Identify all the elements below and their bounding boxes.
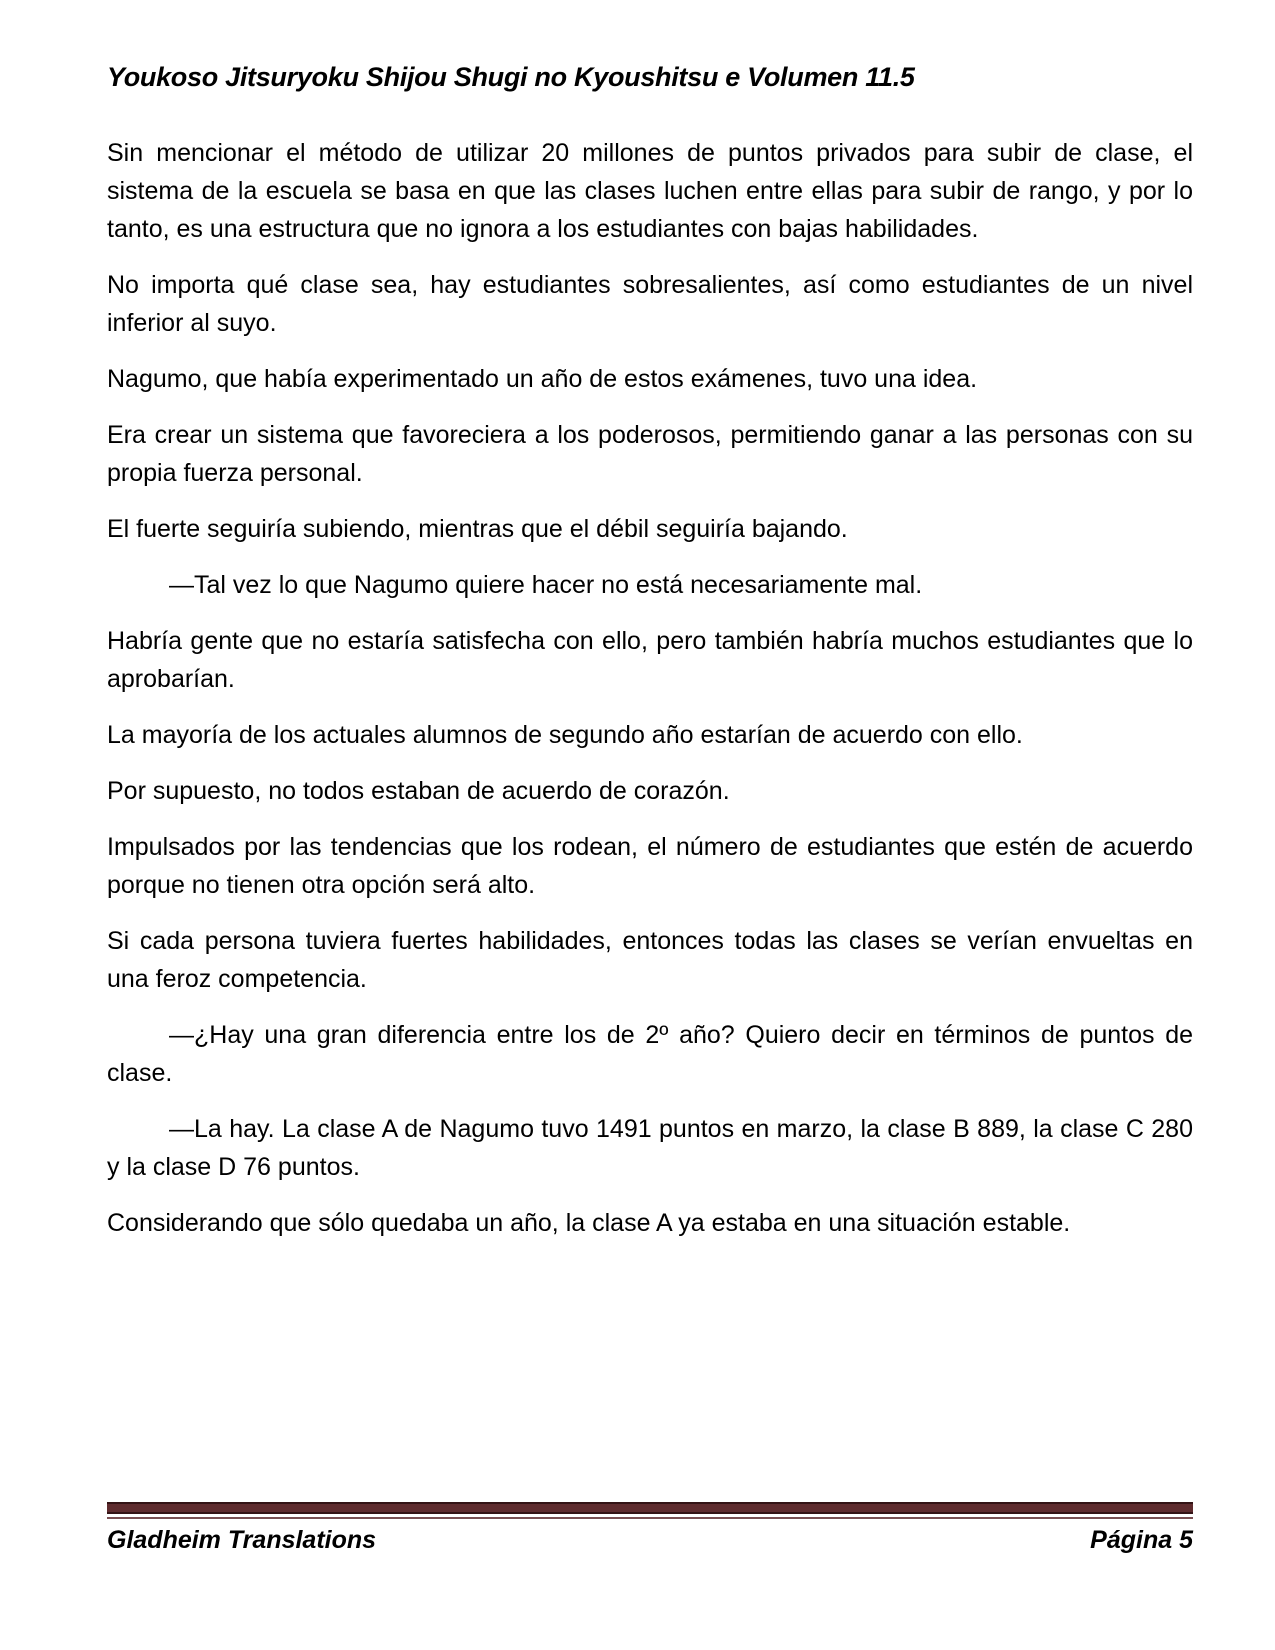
dialogue-paragraph: —¿Hay una gran diferencia entre los de 2º año? Quiero decir en términos de puntos de clase. bbox=[107, 1021, 1193, 1087]
dialogue-paragraph: —La hay. La clase A de Nagumo tuvo 1491 puntos en marzo, la clase B 889, la clase C 280 y la clase D 76 puntos. bbox=[107, 1115, 1193, 1181]
footer-translator-credit: Gladheim Translations bbox=[107, 1526, 377, 1554]
running-header-title: Youkoso Jitsuryoku Shijou Shugi no Kyoushitsu e Volumen 11.5 bbox=[107, 62, 915, 92]
footer-text-row bbox=[107, 1526, 1193, 1555]
footer-rule bbox=[107, 1502, 1193, 1519]
paragraph: Si cada persona tuviera fuertes habilidades, entonces todas las clases se verían envueltas en una feroz competencia. bbox=[107, 927, 1193, 993]
dialogue-paragraph: —Tal vez lo que Nagumo quiere hacer no está necesariamente mal. bbox=[169, 571, 923, 599]
paragraph: Nagumo, que había experimentado un año de estos exámenes, tuvo una idea. bbox=[107, 365, 978, 393]
paragraph: Impulsados por las tendencias que los rodean, el número de estudiantes que estén de acuerdo porque no tienen otra opción será alto. bbox=[107, 833, 1193, 899]
footer-page-number: Página 5 bbox=[1090, 1526, 1193, 1554]
paragraph: Considerando que sólo quedaba un año, la clase A ya estaba en una situación estable. bbox=[107, 1209, 1071, 1237]
page-header bbox=[107, 62, 1193, 93]
paragraph: La mayoría de los actuales alumnos de segundo año estarían de acuerdo con ello. bbox=[107, 721, 1023, 749]
paragraph: Por supuesto, no todos estaban de acuerdo de corazón. bbox=[107, 777, 730, 805]
footer-rule-thick-bar bbox=[107, 1502, 1193, 1514]
footer-rule-thin-bar bbox=[107, 1517, 1193, 1519]
paragraph: Era crear un sistema que favoreciera a los poderosos, permitiendo ganar a las personas con su propia fuerza personal. bbox=[107, 421, 1193, 487]
paragraph: Sin mencionar el método de utilizar 20 millones de puntos privados para subir de clase, el sistema de la escuela se basa en que las clases luchen entre ellas para subir de rango, y por lo tanto, es una estructura que no ignora a los estudiantes con bajas habilidades. bbox=[107, 139, 1193, 243]
paragraph: No importa qué clase sea, hay estudiantes sobresalientes, así como estudiantes de un nivel inferior al suyo. bbox=[107, 271, 1193, 337]
page-footer bbox=[107, 1502, 1193, 1555]
paragraph: Habría gente que no estaría satisfecha con ello, pero también habría muchos estudiantes que lo aprobarían. bbox=[107, 627, 1193, 693]
paragraph: El fuerte seguiría subiendo, mientras que el débil seguiría bajando. bbox=[107, 515, 848, 543]
document-body bbox=[107, 134, 1193, 1260]
